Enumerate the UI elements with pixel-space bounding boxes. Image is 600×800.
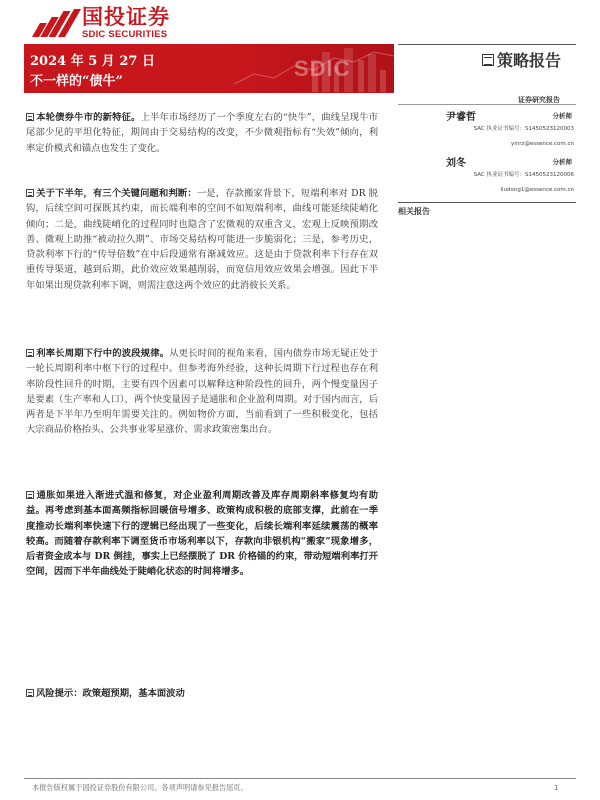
- analyst-card: [398, 108, 576, 147]
- report-type-label: 策略报告: [497, 51, 562, 70]
- paragraph-inflation: [26, 488, 378, 580]
- right-top-divider: [398, 44, 576, 45]
- risk-heading: 风险提示：: [36, 688, 83, 699]
- related-reports-title: 相关报告: [398, 206, 430, 216]
- paragraph-new-features: [26, 110, 378, 156]
- paragraph-heading: 利率长周期下行中的波段规律。: [36, 348, 170, 359]
- title-banner: [24, 44, 394, 92]
- paragraph-key-judgments: [26, 186, 378, 293]
- analyst-card: [398, 154, 576, 193]
- paragraph-text: 通胀如果进入渐进式温和修复，对企业盈利周期改善及库存周期斜率修复均有助益。再考虑到基本面高频指标回暖信号增多、政策构成积极的底部支撑，此前在一季度推动长端利率快速下行的逻辑已经出现了一些变化，后续长端利率延续震荡的概率较高。而随着存款利率下调至货币市场利率以下，存款向非银机构“搬家”现象增多，后者资金成本与 DR 倒挂，事实上已经摆脱了 DR 价格锚的约束，带动短端利率打开空间，因而下半年曲线处于陡峭化状态的时间将增多。: [26, 490, 378, 578]
- risk-text: 政策超预期，基本面波动: [82, 688, 185, 699]
- analyst-role: 分析师: [552, 111, 572, 120]
- report-title: 不一样的“债牛”: [30, 74, 123, 89]
- analyst-email[interactable]: liudong1@essence.com.cn: [500, 187, 574, 193]
- department-label: 证券研究报告: [518, 95, 560, 104]
- footer-disclaimer: 本报告版权属于国投证券股份有限公司。各项声明请参见报告尾页。: [32, 783, 248, 792]
- analyst-cert: SAC 执业证书编号：S1450523120006: [473, 172, 574, 178]
- analyst-name: 刘冬: [446, 157, 466, 169]
- analyst-role: 分析师: [552, 157, 572, 166]
- bullet-icon: [26, 113, 34, 121]
- analyst-cert: SAC 执业证书编号：S1450523120003: [473, 126, 574, 132]
- report-date: 2024 年 5 月 27 日: [30, 54, 155, 69]
- bullet-icon: [26, 189, 34, 197]
- paragraph-heading: 本轮债券牛市的新特征。: [36, 112, 141, 123]
- company-logo: [30, 6, 170, 40]
- logo-en-text: SDIC SECURITIES: [82, 28, 168, 40]
- bullet-icon: [26, 349, 34, 357]
- report-type: [482, 48, 561, 71]
- paragraph-long-cycle: [26, 346, 378, 438]
- paragraph-text: 从更长时间的视角来看，国内债券市场无疑正处于一轮长周期利率中枢下行的过程中。但参考海外经验，这种长周期下行过程也存在利率阶段性回升的时期，主要有四个因素可以解释这种阶段性的回升，两个慢变量因子是要素（生产率和人口），两个快变量因子是通胀和企业盈利周期。对于国内而言，后两者是下半年乃至明年需要关注的。例如物价方面，当前看到了一些积极变化，包括大宗商品价格抬头、公共事业零星涨价、需求政策密集出台。: [26, 348, 378, 436]
- paragraph-text: 一是，存款搬家背景下，短端利率对 DR 脱钩，后续空间可探既其约束，而长端利率的空间不如短端利率，曲线可能延续陡峭化倾向；二是，曲线陡峭化的过程同时也隐含了宏微观的双重含义，宏观上反映预期改善、微观上助推“被动拉久期”、市场交易结构可能进一步脆弱化；三是，参考历史，贷款利率下行的“传导倍数”在中后段通常有渐减效应。这是由于贷款利率下行存在双重传导渠道，越到后期，此价效应效果越削弱，而宽信用效应效果会增强。因此下半年如果出现贷款利率下调，则需注意这两个效应的此消彼长关系。: [26, 188, 378, 291]
- paragraph-heading: 关于下半年，有三个关键问题和判断：: [36, 188, 197, 199]
- analyst-email[interactable]: yinrz@essence.com.cn: [510, 141, 574, 147]
- right-divider: [398, 104, 576, 105]
- report-icon: [482, 54, 494, 66]
- risk-warning: [26, 686, 378, 701]
- analyst-name: 尹睿哲: [446, 111, 476, 123]
- footer-divider: [24, 778, 576, 779]
- paragraph-text: 上半年市场经历了一个季度左右的“快牛”，曲线呈现牛市尾部少见的平坦化特征，期间由于交易结构的改变，不少微观指标有“失效”倾向，利率定价模式和锚点也发生了变化。: [26, 112, 378, 154]
- banner-underline: [24, 92, 394, 93]
- related-divider: [398, 202, 576, 203]
- bullet-icon: [26, 689, 34, 697]
- logo-cn-text: 国投证券: [82, 4, 170, 29]
- banner-watermark: SDIC: [294, 56, 351, 81]
- bullet-icon: [26, 491, 34, 499]
- page-number: 1: [554, 783, 559, 792]
- logo-mark-icon: [30, 9, 76, 37]
